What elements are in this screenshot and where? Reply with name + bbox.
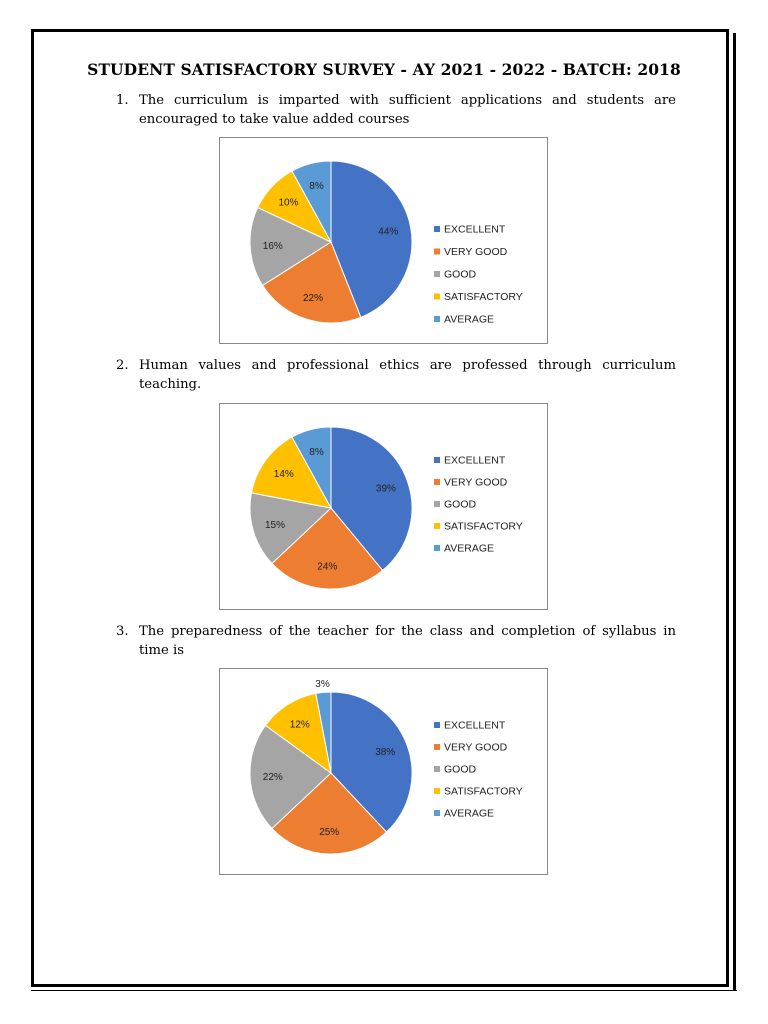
slice-data-label: 22% <box>262 772 283 784</box>
legend-label: GOOD <box>444 763 477 776</box>
legend-label: AVERAGE <box>444 313 494 326</box>
legend-label: AVERAGE <box>444 542 494 555</box>
legend-swatch <box>434 722 440 728</box>
slice-data-label: 14% <box>273 469 294 481</box>
legend-label: VERY GOOD <box>444 246 508 258</box>
slice-data-label: 22% <box>302 293 324 304</box>
page-title: STUDENT SATISFACTORY SURVEY - AY 2021 - 2022 - BATCH: 2018 <box>87 60 681 79</box>
slice-data-label: 25% <box>319 826 340 838</box>
question-1 <box>116 92 676 129</box>
pie-chart-1 <box>219 137 548 344</box>
legend-label: EXCELLENT <box>444 454 506 467</box>
slice-data-label: 38% <box>375 747 396 758</box>
legend-swatch <box>434 249 440 255</box>
legend-label: VERY GOOD <box>444 741 508 754</box>
legend-swatch <box>434 294 440 300</box>
legend-label: SATISFACTORY <box>444 785 523 798</box>
legend-swatch <box>434 545 440 551</box>
question-number: 2. <box>116 358 129 373</box>
slice-data-label: 15% <box>264 519 286 531</box>
pie-chart-3 <box>219 668 548 875</box>
slice-data-label: 10% <box>278 197 299 209</box>
slice-data-label: 12% <box>289 719 310 731</box>
legend-swatch <box>434 501 440 507</box>
legend-label: EXCELLENT <box>444 719 506 732</box>
legend-swatch <box>434 766 440 772</box>
legend-swatch <box>434 316 440 322</box>
question-3 <box>116 623 676 660</box>
legend-label: EXCELLENT <box>444 223 506 236</box>
legend-swatch <box>434 744 440 750</box>
slice-data-label: 39% <box>375 483 396 495</box>
legend-swatch <box>434 810 440 816</box>
slice-data-label: 3% <box>315 678 330 690</box>
pie-chart-2-svg <box>220 404 549 611</box>
page-border-bottom-line <box>31 990 737 991</box>
legend-swatch <box>434 479 440 485</box>
question-text: The curriculum is imparted with sufficient applications and students are encouraged to take value added courses <box>139 93 676 127</box>
slice-data-label: 8% <box>309 181 324 192</box>
page-border-shadow <box>733 33 736 990</box>
question-2 <box>116 357 676 394</box>
pie-chart-2 <box>219 403 548 610</box>
pie-chart-1-svg <box>220 138 549 345</box>
legend-label: SATISFACTORY <box>444 520 523 533</box>
legend-swatch <box>434 457 440 463</box>
pie-chart-3-svg <box>220 669 549 876</box>
legend-label: GOOD <box>444 268 477 281</box>
legend-label: SATISFACTORY <box>444 291 523 303</box>
legend-label: VERY GOOD <box>444 476 508 489</box>
legend-swatch <box>434 226 440 232</box>
legend-swatch <box>434 523 440 529</box>
question-text: The preparedness of the teacher for the class and completion of syllabus in time is <box>139 624 676 658</box>
legend-label: GOOD <box>444 498 477 511</box>
question-text: Human values and professional ethics are professed through curriculum teaching. <box>139 358 676 392</box>
legend-swatch <box>434 788 440 794</box>
question-number: 3. <box>116 624 129 639</box>
legend-label: AVERAGE <box>444 807 494 820</box>
slice-data-label: 44% <box>378 226 399 238</box>
slice-data-label: 16% <box>262 241 283 253</box>
slice-data-label: 8% <box>309 447 324 458</box>
legend-swatch <box>434 271 440 277</box>
slice-data-label: 24% <box>317 561 338 573</box>
question-number: 1. <box>116 93 129 108</box>
